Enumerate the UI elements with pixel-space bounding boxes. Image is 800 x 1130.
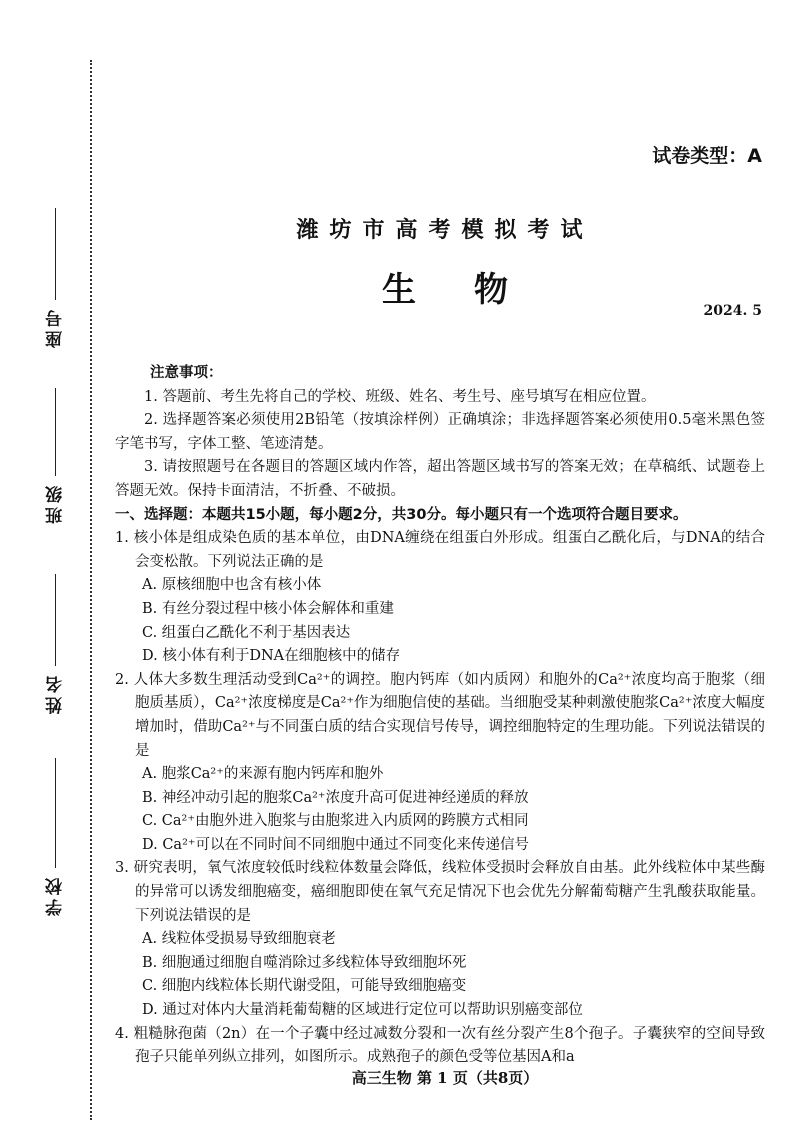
school-field[interactable] bbox=[40, 758, 70, 916]
name-label: 姓名 bbox=[45, 672, 66, 714]
question-2-option-c: C. Ca²⁺由胞外进入胞浆与由胞浆进入内质网的跨膜方式相同 bbox=[142, 813, 529, 830]
question-2-option-d: D. Ca²⁺可以在不同时间不同细胞中通过不同变化来传递信号 bbox=[142, 836, 530, 853]
name-field[interactable] bbox=[40, 574, 70, 714]
paper-type: 试卷类型：A bbox=[652, 145, 762, 167]
question-1-option-d: D. 核小体有利于DNA在细胞核中的储存 bbox=[142, 648, 401, 665]
section-heading: 一、选择题：本题共15小题，每小题2分，共30分。每小题只有一个选项符合题目要求。 bbox=[115, 506, 688, 523]
question-3-option-b: B. 细胞通过细胞自噬消除过多线粒体导致细胞坏死 bbox=[142, 954, 467, 971]
question-3-option-a: A. 线粒体受损易导致细胞衰老 bbox=[142, 931, 336, 948]
question-3-stem: 3. 研究表明，氧气浓度较低时线粒体数量会降低，线粒体受损时会释放自由基。此外线粒体中某些酶的异常可以诱发细胞癌变，癌细胞即使在氧气充足情况下也会优先分解葡萄糖产生乳酸获取能量。下列说法错误的是 bbox=[115, 860, 765, 924]
note-item: 2. 选择题答案必须使用2B铅笔（按填涂样例）正确填涂；非选择题答案必须使用0.5毫米黑色签字笔书写，字体工整、笔迹清楚。 bbox=[115, 412, 765, 452]
class-field[interactable] bbox=[40, 388, 70, 524]
name-blank-line bbox=[55, 574, 56, 666]
seat-number-label: 座号 bbox=[45, 306, 66, 348]
exam-title: 潍坊市高考模拟考试 bbox=[296, 218, 594, 243]
question-1-stem: 1. 核小体是组成染色质的基本单位，由DNA缠绕在组蛋白外形成。组蛋白乙酰化后，与DNA的结合会变松散。下列说法正确的是 bbox=[115, 530, 765, 570]
class-label: 班级 bbox=[45, 482, 66, 524]
note-item: 1. 答题前、考生先将自己的学校、班级、姓名、考生号、座号填写在相应位置。 bbox=[144, 388, 656, 405]
question-4-stem: 4. 粗糙脉孢菌（2n）在一个子囊中经过减数分裂和一次有丝分裂产生8个孢子。子囊狭窄的空间导致孢子只能单列纵立排列，如图所示。成熟孢子的颜色受等位基因A和a bbox=[115, 1025, 765, 1066]
question-2-option-a: A. 胞浆Ca²⁺的来源有胞内钙库和胞外 bbox=[142, 766, 384, 783]
notes-heading: 注意事项： bbox=[150, 365, 223, 381]
subject-title: 生物 bbox=[382, 270, 566, 310]
binding-dotted-line bbox=[90, 60, 92, 1120]
class-blank-line bbox=[55, 388, 56, 476]
question-1-option-a: A. 原核细胞中也含有核小体 bbox=[142, 577, 322, 594]
question-2-stem: 2. 人体大多数生理活动受到Ca²⁺的调控。胞内钙库（如内质网）和胞外的Ca²⁺浓度均高于胞浆（细胞质基质），Ca²⁺浓度梯度是Ca²⁺作为细胞信使的基础。当细胞受某种刺激使胞浆Ca²⁺浓度大幅度增加时，借助Ca²⁺与不同蛋白质的结合实现信号传导，调控细胞特定的生理功能。下列说法错误的是 bbox=[115, 671, 765, 759]
page-footer: 高三生物 第 1 页（共8页） bbox=[351, 1069, 539, 1087]
question-1-option-b: B. 有丝分裂过程中核小体会解体和重建 bbox=[142, 600, 394, 617]
exam-content bbox=[115, 362, 765, 1070]
question-2-option-b: B. 神经冲动引起的胞浆Ca²⁺浓度升高可促进神经递质的释放 bbox=[142, 789, 529, 806]
school-label: 学校 bbox=[45, 874, 66, 916]
school-blank-line bbox=[55, 758, 56, 868]
question-3-option-c: C. 细胞内线粒体长期代谢受阻，可能导致细胞癌变 bbox=[142, 978, 467, 995]
question-3-option-d: D. 通过对体内大量消耗葡萄糖的区域进行定位可以帮助识别癌变部位 bbox=[142, 1002, 583, 1019]
seat-number-blank-line bbox=[55, 208, 56, 300]
note-item: 3. 请按照题号在各题目的答题区域内作答，超出答题区域书写的答案无效；在草稿纸、试题卷上答题无效。保持卡面清洁，不折叠、不破损。 bbox=[115, 459, 765, 499]
seat-number-field[interactable] bbox=[40, 208, 70, 348]
exam-date: 2024. 5 bbox=[703, 303, 762, 319]
question-1-option-c: C. 组蛋白乙酰化不利于基因表达 bbox=[142, 624, 351, 641]
